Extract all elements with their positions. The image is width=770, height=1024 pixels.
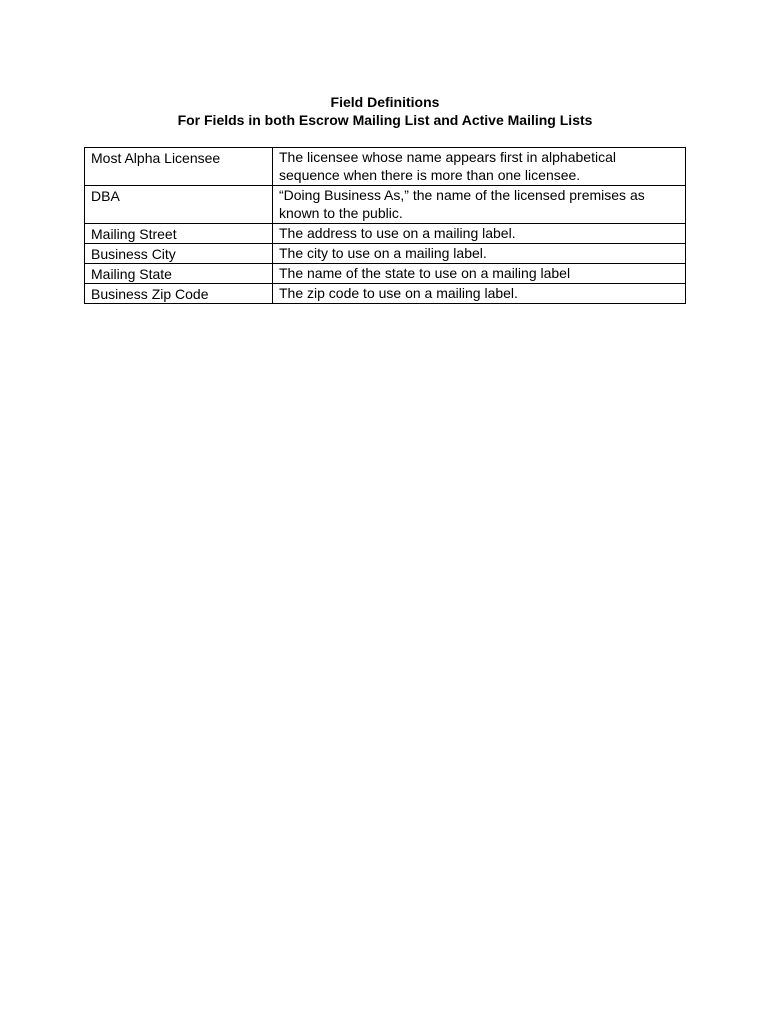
table-row — [85, 224, 686, 244]
field-definition: The zip code to use on a mailing label. — [279, 285, 518, 301]
field-definition: “Doing Business As,” the name of the licensed premises as known to the public. — [279, 187, 645, 221]
field-definition-cell — [273, 148, 686, 186]
field-name: Mailing State — [91, 266, 172, 282]
field-definition: The licensee whose name appears first in alphabetical sequence when there is more than one licensee. — [279, 149, 616, 183]
table-row — [85, 264, 686, 284]
field-name-cell — [85, 148, 273, 186]
table-row — [85, 148, 686, 186]
field-definition-cell — [273, 244, 686, 264]
field-name: Most Alpha Licensee — [91, 150, 221, 166]
field-definitions-table — [84, 147, 686, 304]
field-name-cell — [85, 284, 273, 304]
field-name-cell — [85, 264, 273, 284]
field-name: Business City — [91, 246, 176, 262]
field-name-cell — [85, 186, 273, 224]
field-name: Mailing Street — [91, 226, 177, 242]
field-definition-cell — [273, 186, 686, 224]
field-name-cell — [85, 224, 273, 244]
field-definition: The name of the state to use on a mailing label — [279, 265, 571, 281]
field-name-cell — [85, 244, 273, 264]
page-title: Field Definitions — [330, 94, 440, 110]
field-definition-cell — [273, 284, 686, 304]
field-name: DBA — [91, 188, 120, 204]
field-definition-cell — [273, 224, 686, 244]
table-row — [85, 284, 686, 304]
field-definition: The city to use on a mailing label. — [279, 245, 487, 261]
table-row — [85, 186, 686, 224]
field-definition-cell — [273, 264, 686, 284]
table-row — [85, 244, 686, 264]
field-name: Business Zip Code — [91, 286, 209, 302]
page-subtitle: For Fields in both Escrow Mailing List and Active Mailing Lists — [177, 112, 593, 128]
field-definition: The address to use on a mailing label. — [279, 225, 516, 241]
